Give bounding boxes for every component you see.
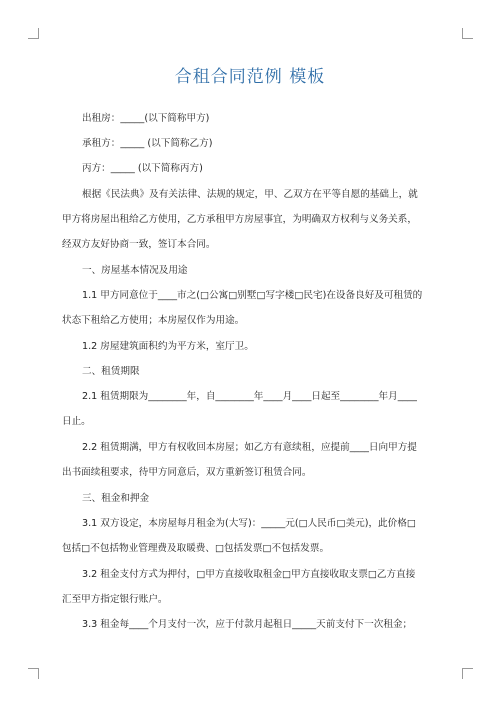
clause-1-1-line-2: 状态下租给乙方使用；本房屋仅作为用途。 bbox=[62, 315, 245, 326]
section-2-heading: 二、租赁期限 bbox=[82, 366, 140, 377]
section-1-heading: 一、房屋基本情况及用途 bbox=[82, 265, 188, 276]
preamble-line-1: 根据《民法典》及有关法律、法规的规定，甲、乙双方在平等自愿的基础上，就 bbox=[82, 189, 418, 200]
clause-3-1-line-2: 包括□不包括物业管理费及取暖费、□包括发票□不包括发票。 bbox=[62, 543, 330, 554]
clause-3-2-line-1: 3.2 租金支付方式为押付，□甲方直接收取租金□甲方直接收取支票□乙方直接 bbox=[82, 569, 416, 580]
third-party-line: 丙方：_____ (以下简称丙方) bbox=[82, 163, 203, 174]
preamble-line-2: 甲方将房屋出租给乙方使用，乙方承租甲方房屋事宜，为明确双方权利与义务关系， bbox=[62, 214, 417, 225]
crop-mark-bottom-left bbox=[28, 668, 39, 679]
section-3-heading: 三、租金和押金 bbox=[82, 493, 150, 504]
clause-3-3: 3.3 租金每____个月支付一次，应于付款月起租日_____天前支付下一次租金； bbox=[82, 619, 413, 630]
clause-2-2-line-1: 2.2 租赁期满，甲方有权收回本房屋；如乙方有意续租，应提前____日向甲方提 bbox=[82, 442, 417, 453]
lessee-line: 承租方：_____ (以下简称乙方) bbox=[82, 138, 213, 149]
crop-mark-bottom-right bbox=[462, 668, 473, 679]
crop-mark-top-right bbox=[462, 28, 473, 39]
clause-2-1-line-1: 2.1 租赁期限为________年，自________年____月____日起至________年月____ bbox=[82, 391, 417, 402]
clause-1-2: 1.2 房屋建筑面积约为平方米，室厅卫。 bbox=[82, 341, 254, 352]
lessor-line: 出租房：_____(以下简称甲方) bbox=[82, 113, 210, 124]
clause-2-1-line-2: 日止。 bbox=[62, 416, 91, 427]
clause-3-1-line-1: 3.1 双方设定，本房屋每月租金为(大写)：_____元(□人民币□美元)，此价格□ bbox=[82, 518, 416, 529]
clause-3-2-line-2: 汇至甲方指定银行账户。 bbox=[62, 594, 168, 605]
clause-2-2-line-2: 出书面续租要求，待甲方同意后，双方重新签订租赁合同。 bbox=[62, 467, 312, 478]
document-title: 合租合同范例 模板 bbox=[174, 67, 326, 87]
clause-1-1-line-1: 1.1 甲方同意位于____市之(□公寓□别墅□写字楼□民宅)在设备良好及可租赁的 bbox=[82, 290, 423, 301]
preamble-line-3: 经双方友好协商一致，签订本合同。 bbox=[62, 239, 216, 250]
crop-mark-top-left bbox=[28, 28, 39, 39]
